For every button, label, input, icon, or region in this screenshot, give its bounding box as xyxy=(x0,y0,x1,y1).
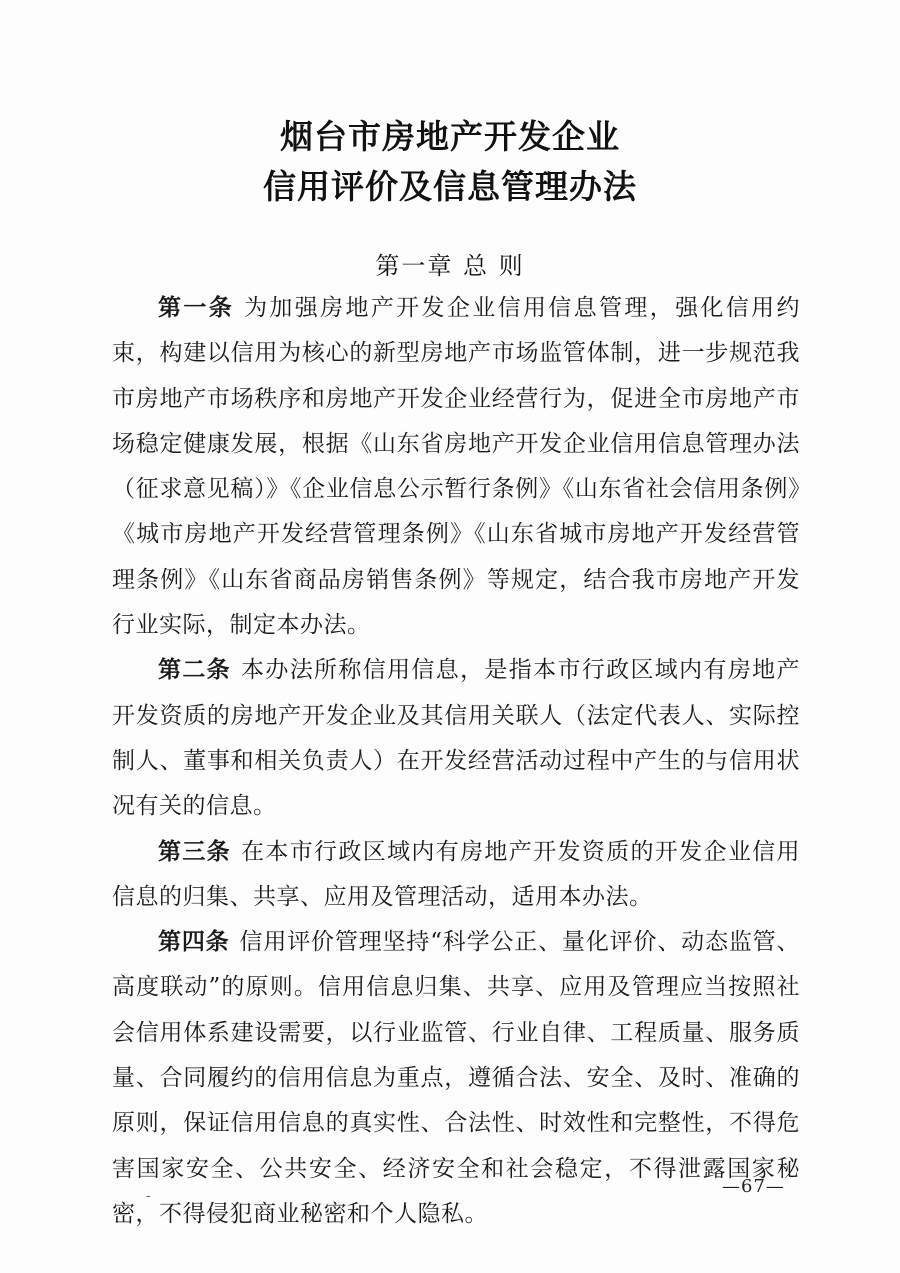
footer-mark: - xyxy=(146,1188,151,1204)
title-line-1: 烟台市房地产开发企业 xyxy=(280,117,620,156)
article-1 xyxy=(112,286,800,648)
document-title xyxy=(0,112,900,212)
article-4 xyxy=(112,920,800,1237)
article-3-head: 第三条 xyxy=(158,838,232,865)
chapter-heading: 第一章 总 则 xyxy=(375,252,525,280)
article-2-head: 第二条 xyxy=(158,657,232,684)
article-1-head: 第一条 xyxy=(158,295,235,321)
article-1-text: 为加强房地产开发企业信用信息管理，强化信用约束，构建以信用为核心的新型房地产市场监管体制，进一步规范我市房地产市场秩序和房地产开发企业经营行为，促进全市房地产市场稳定健康发展，根据《山东省房地产开发企业信用信息管理办法（征求意见稿）》《企业信息公示暂行条例》《山东省社会信用条例》《城市房地产开发经营管理条例》《山东省城市房地产开发经营管理条例》《山东省商品房销售条例》等规定，结合我市房地产开发行业实际，制定本办法。 xyxy=(112,295,800,639)
title-line-2: 信用评价及信息管理办法 xyxy=(263,167,637,206)
article-2-text: 本办法所称信用信息，是指本市行政区域内有房地产开发资质的房地产开发企业及其信用关联人（法定代表人、实际控制人、董事和相关负责人）在开发经营活动过程中产生的与信用状况有关的信息。 xyxy=(112,657,801,820)
page-number: —67— xyxy=(722,1176,785,1197)
document-body xyxy=(112,286,800,1237)
article-3 xyxy=(112,830,800,921)
article-4-head: 第四条 xyxy=(158,929,230,956)
article-2 xyxy=(112,648,800,829)
article-4-text: 信用评价管理坚持“科学公正、量化评价、动态监管、高度联动”的原则。信用信息归集、共享、应用及管理应当按照社会信用体系建设需要，以行业监管、行业自律、工程质量、服务质量、合同履约的信用信息为重点，遵循合法、安全、及时、准确的原则，保证信用信息的真实性、合法性、时效性和完整性，不得危害国家安全、公共安全、经济安全和社会稳定，不得泄露国家秘密，不得侵犯商业秘密和个人隐私。 xyxy=(112,929,801,1227)
article-3-text: 在本市行政区域内有房地产开发资质的开发企业信用信息的归集、共享、应用及管理活动，适用本办法。 xyxy=(112,838,801,910)
